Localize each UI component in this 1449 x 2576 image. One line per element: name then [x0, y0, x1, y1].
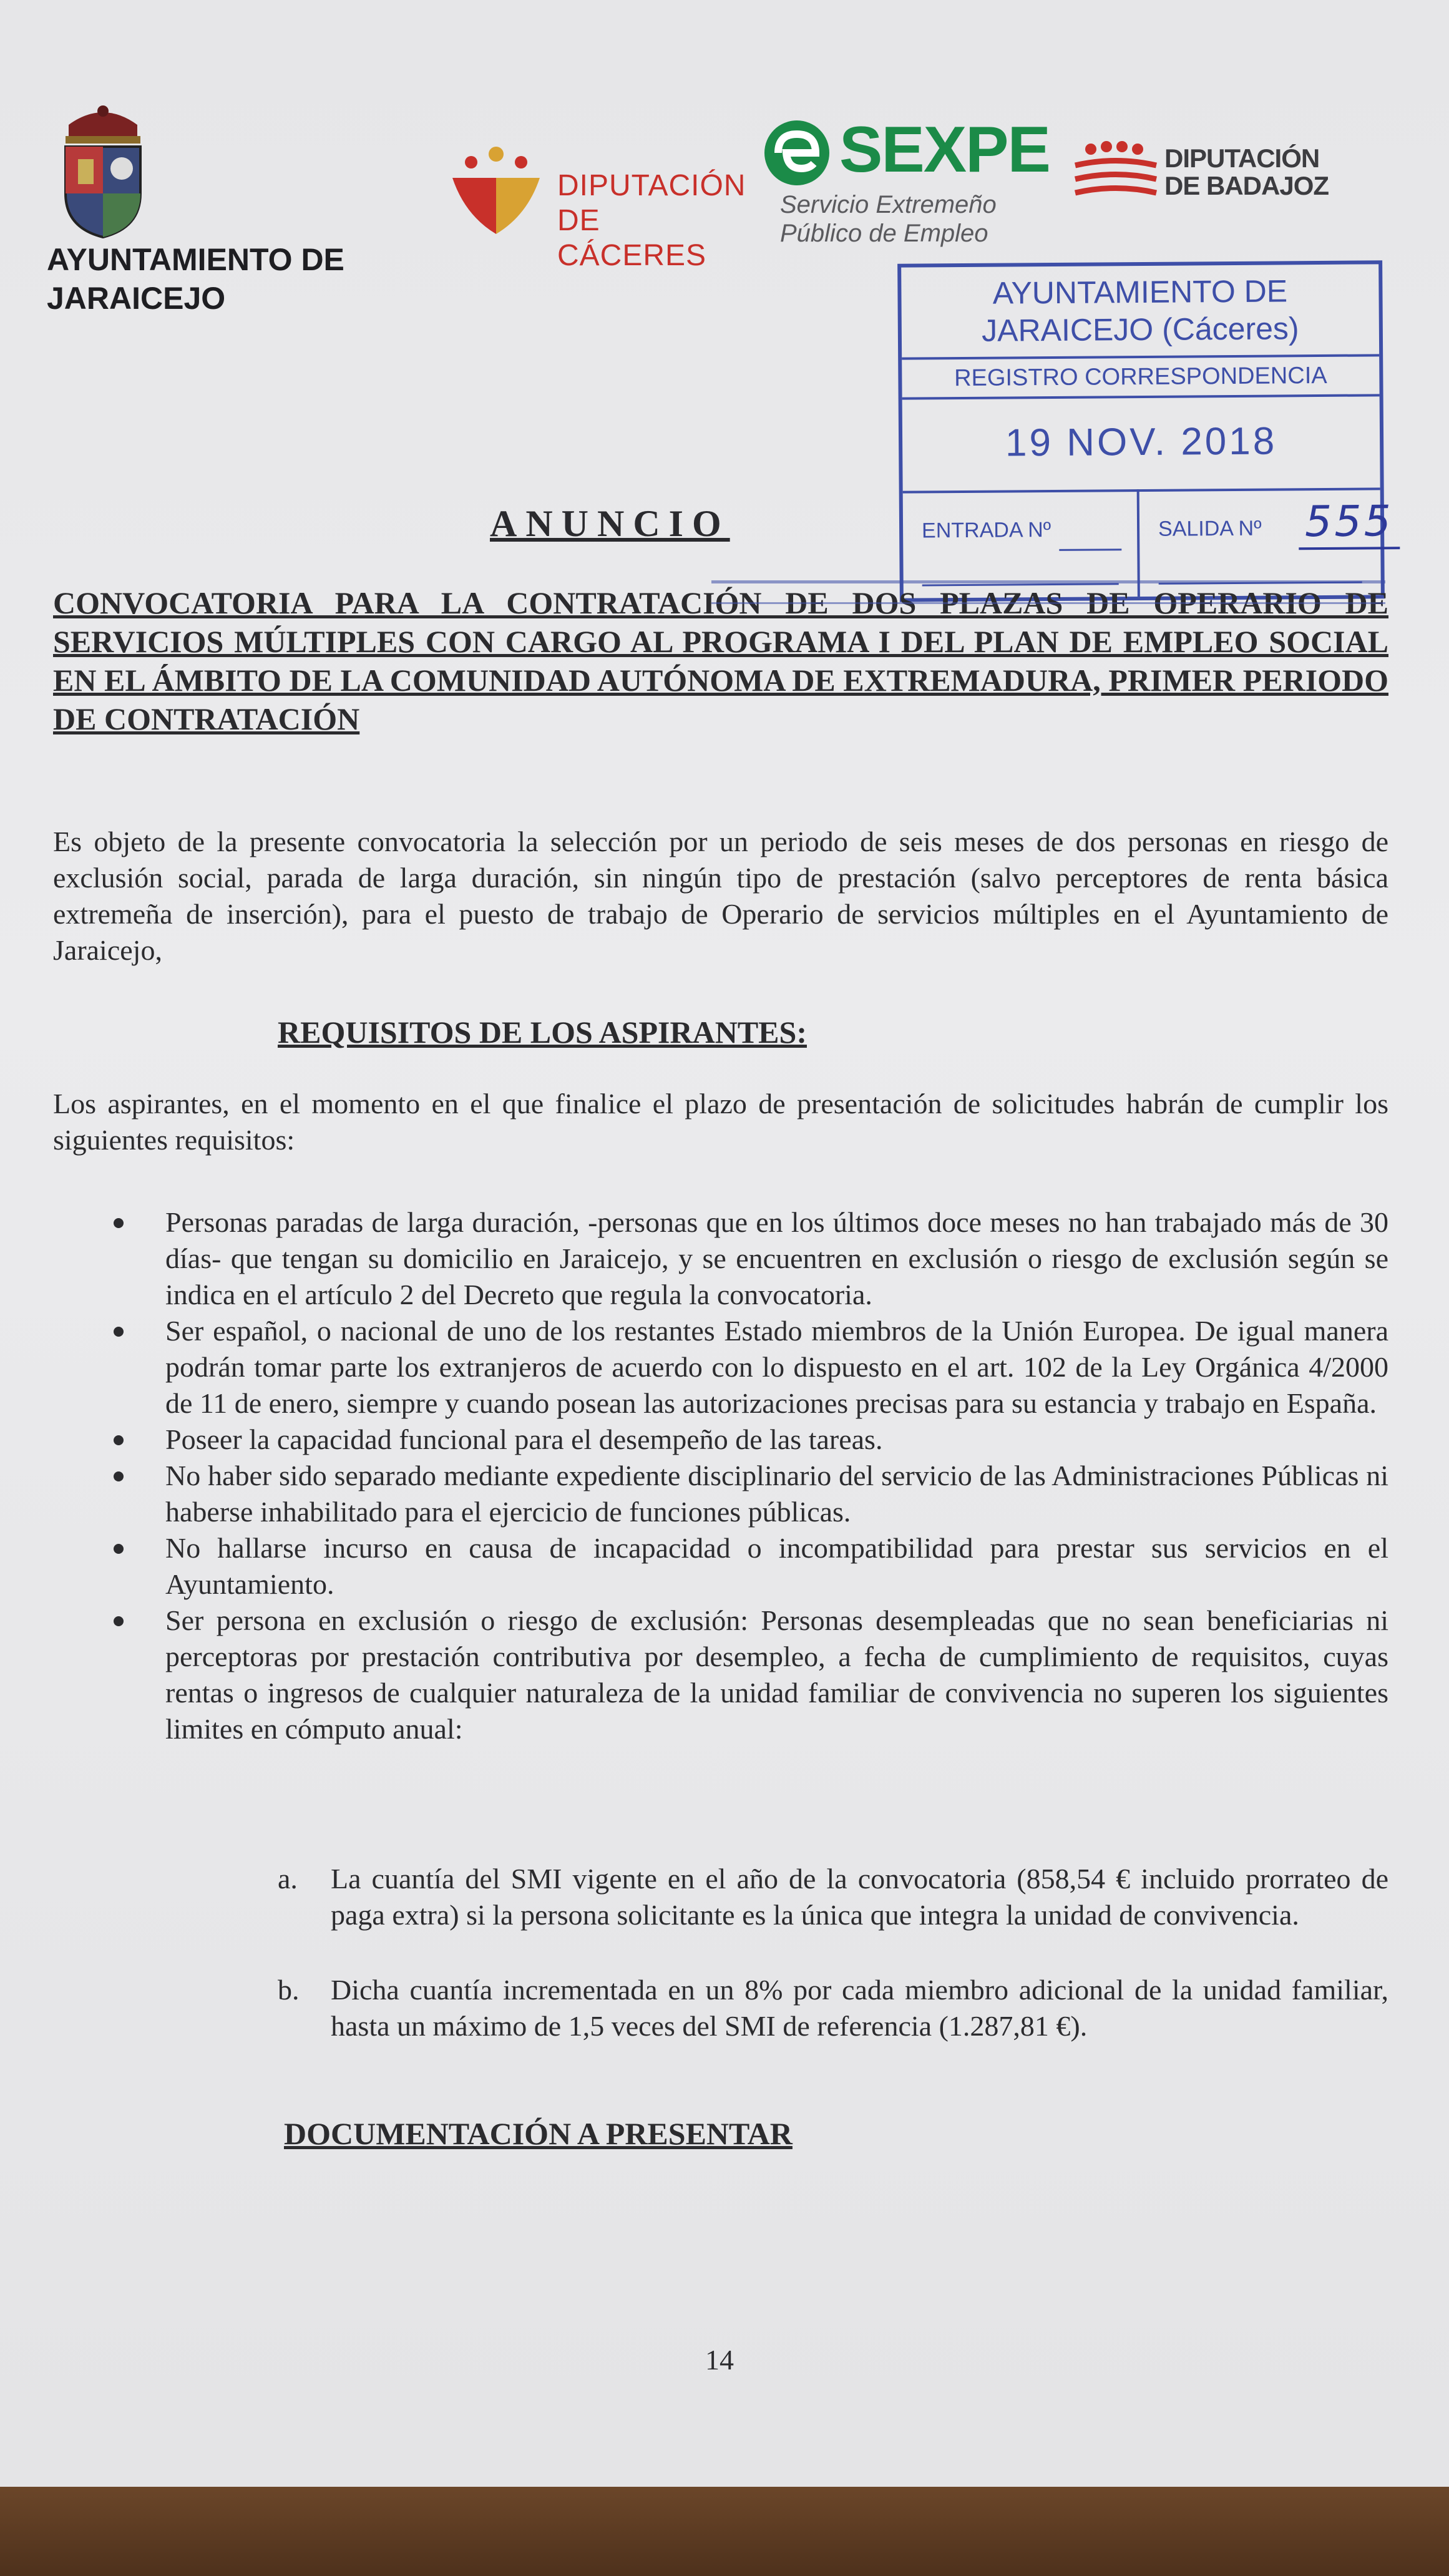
- requisitos-list: [106, 1204, 1388, 1747]
- sub-item-b: [278, 1972, 1388, 2044]
- requisito-item: No haber sido separado mediante expediente disciplinario del servicio de las Administraciones Públicas ni haberse inhabilitado para el ejercicio de funciones públicas.: [106, 1458, 1388, 1530]
- document-title: ANUNCIO: [490, 503, 730, 544]
- sexpe-subtitle-line-1: Servicio Extremeño: [780, 191, 997, 218]
- requisito-item: Poseer la capacidad funcional para el desempeño de las tareas.: [106, 1422, 1388, 1458]
- registration-stamp: [897, 260, 1394, 602]
- ayuntamiento-name: [47, 240, 421, 318]
- stamp-overlap-lines: [711, 580, 1385, 604]
- stamp-date: 19 NOV. 2018: [902, 394, 1380, 493]
- stamp-entrada-label: ENTRADA Nº: [921, 518, 1051, 543]
- stamp-salida-label: SALIDA Nº: [1158, 516, 1262, 541]
- caceres-line-1: DIPUTACIÓN: [557, 169, 746, 202]
- badajoz-line-1: DIPUTACIÓN: [1164, 144, 1320, 173]
- sub-item-text: La cuantía del SMI vigente en el año de la convocatoria (858,54 € incluido prorrateo de paga extra) si la persona solicitante es la única que integra la unidad de convivencia.: [331, 1863, 1388, 1931]
- diputacion-badajoz-name: [1164, 145, 1329, 200]
- diputacion-caceres-logo: [446, 140, 546, 240]
- badajoz-line-2: DE BADAJOZ: [1164, 171, 1329, 200]
- sexpe-subtitle: [780, 190, 1042, 248]
- requisitos-heading: REQUISITOS DE LOS ASPIRANTES:: [278, 1015, 807, 1050]
- sub-item: [278, 1861, 1388, 1933]
- stamp-register-label: REGISTRO CORRESPONDENCIA: [902, 356, 1379, 399]
- stamp-entrada-line: [1059, 549, 1121, 551]
- page-number: 14: [705, 2344, 734, 2376]
- coat-of-arms-logo: [44, 100, 162, 240]
- document-heading: CONVOCATORIA PARA LA CONTRATACIÓN DE DOS PLAZAS DE OPERARIO DE SERVICIOS MÚLTIPLES CON CARGO AL PROGRAMA I DEL PLAN DE EMPLEO SOCIAL EN EL ÁMBITO DE LA COMUNIDAD AUTÓNOMA DE EXTREMADURA, PRIMER PERIODO DE CONTRATACIÓN: [53, 585, 1388, 736]
- requisito-item: Personas paradas de larga duración, -personas que en los últimos doce meses no han trabajado más de 30 días- que tengan su domicilio en Jaraicejo, y se encuentren en exclusión o riesgo de exclusión según se indica en el artículo 2 del Decreto que regula la convocatoria.: [106, 1204, 1388, 1313]
- caceres-line-2: DE CÁCERES: [557, 204, 707, 272]
- diputacion-badajoz-logo: [1072, 140, 1159, 203]
- desk-surface: [0, 2487, 1449, 2576]
- stamp-salida-number: 555: [1299, 497, 1400, 550]
- requisito-item: No hallarse incurso en causa de incapacidad o incompatibilidad para prestar sus servicios en el Ayuntamiento.: [106, 1530, 1388, 1603]
- stamp-title: [901, 264, 1379, 359]
- sub-item-a: [278, 1861, 1388, 1933]
- documentacion-heading: DOCUMENTACIÓN A PRESENTAR: [284, 2116, 793, 2151]
- sub-item-marker: b.: [278, 1974, 300, 2006]
- sub-item-text: Dicha cuantía incrementada en un 8% por cada miembro adicional de la unidad familiar, hasta un máximo de 1,5 veces del SMI de referencia (1.287,81 €).: [331, 1974, 1388, 2042]
- requisitos-intro: Los aspirantes, en el momento en el que finalice el plazo de presentación de solicitudes habrán de cumplir los siguientes requisitos:: [53, 1088, 1388, 1156]
- ayuntamiento-line-2: JARAICEJO: [47, 281, 226, 316]
- stamp-title-line-1: AYUNTAMIENTO DE: [992, 273, 1288, 311]
- requisito-item: Ser persona en exclusión o riesgo de exclusión: Personas desempleadas que no sean beneficiarias ni perceptoras por prestación contributiva por desempleo, a fecha de cumplimiento de requisitos, cuyas rentas o ingresos de cualquier naturaleza de la unidad familiar de convivencia no superen los siguientes limites en cómputo anual:: [106, 1603, 1388, 1747]
- requisito-item: Ser español, o nacional de uno de los restantes Estado miembros de la Unión Europea. De igual manera podrán tomar parte los extranjeros de acuerdo con lo dispuesto en el art. 102 de la Ley Orgánica 4/2000 de 11 de enero, siempre y cuando posean las autorizaciones precisas para su estancia y trabajo en España.: [106, 1313, 1388, 1422]
- diputacion-caceres-name: [557, 168, 757, 273]
- sub-item-marker: a.: [278, 1863, 298, 1895]
- ayuntamiento-line-1: AYUNTAMIENTO DE: [47, 242, 344, 277]
- sexpe-e-logo: [763, 119, 831, 187]
- sexpe-name: SEXPE: [839, 114, 1050, 186]
- sexpe-subtitle-line-2: Público de Empleo: [780, 220, 988, 247]
- stamp-title-line-2: JARAICEJO (Cáceres): [981, 311, 1299, 348]
- intro-paragraph: Es objeto de la presente convocatoria la selección por un periodo de seis meses de dos personas en riesgo de exclusión social, parada de larga duración, sin ningún tipo de prestación (salvo perceptores de renta básica extremeña de inserción), para el puesto de trabajo de Operario de servicios múltiples en el Ayuntamiento de Jaraicejo,: [53, 826, 1388, 966]
- sub-item: [278, 1972, 1388, 2044]
